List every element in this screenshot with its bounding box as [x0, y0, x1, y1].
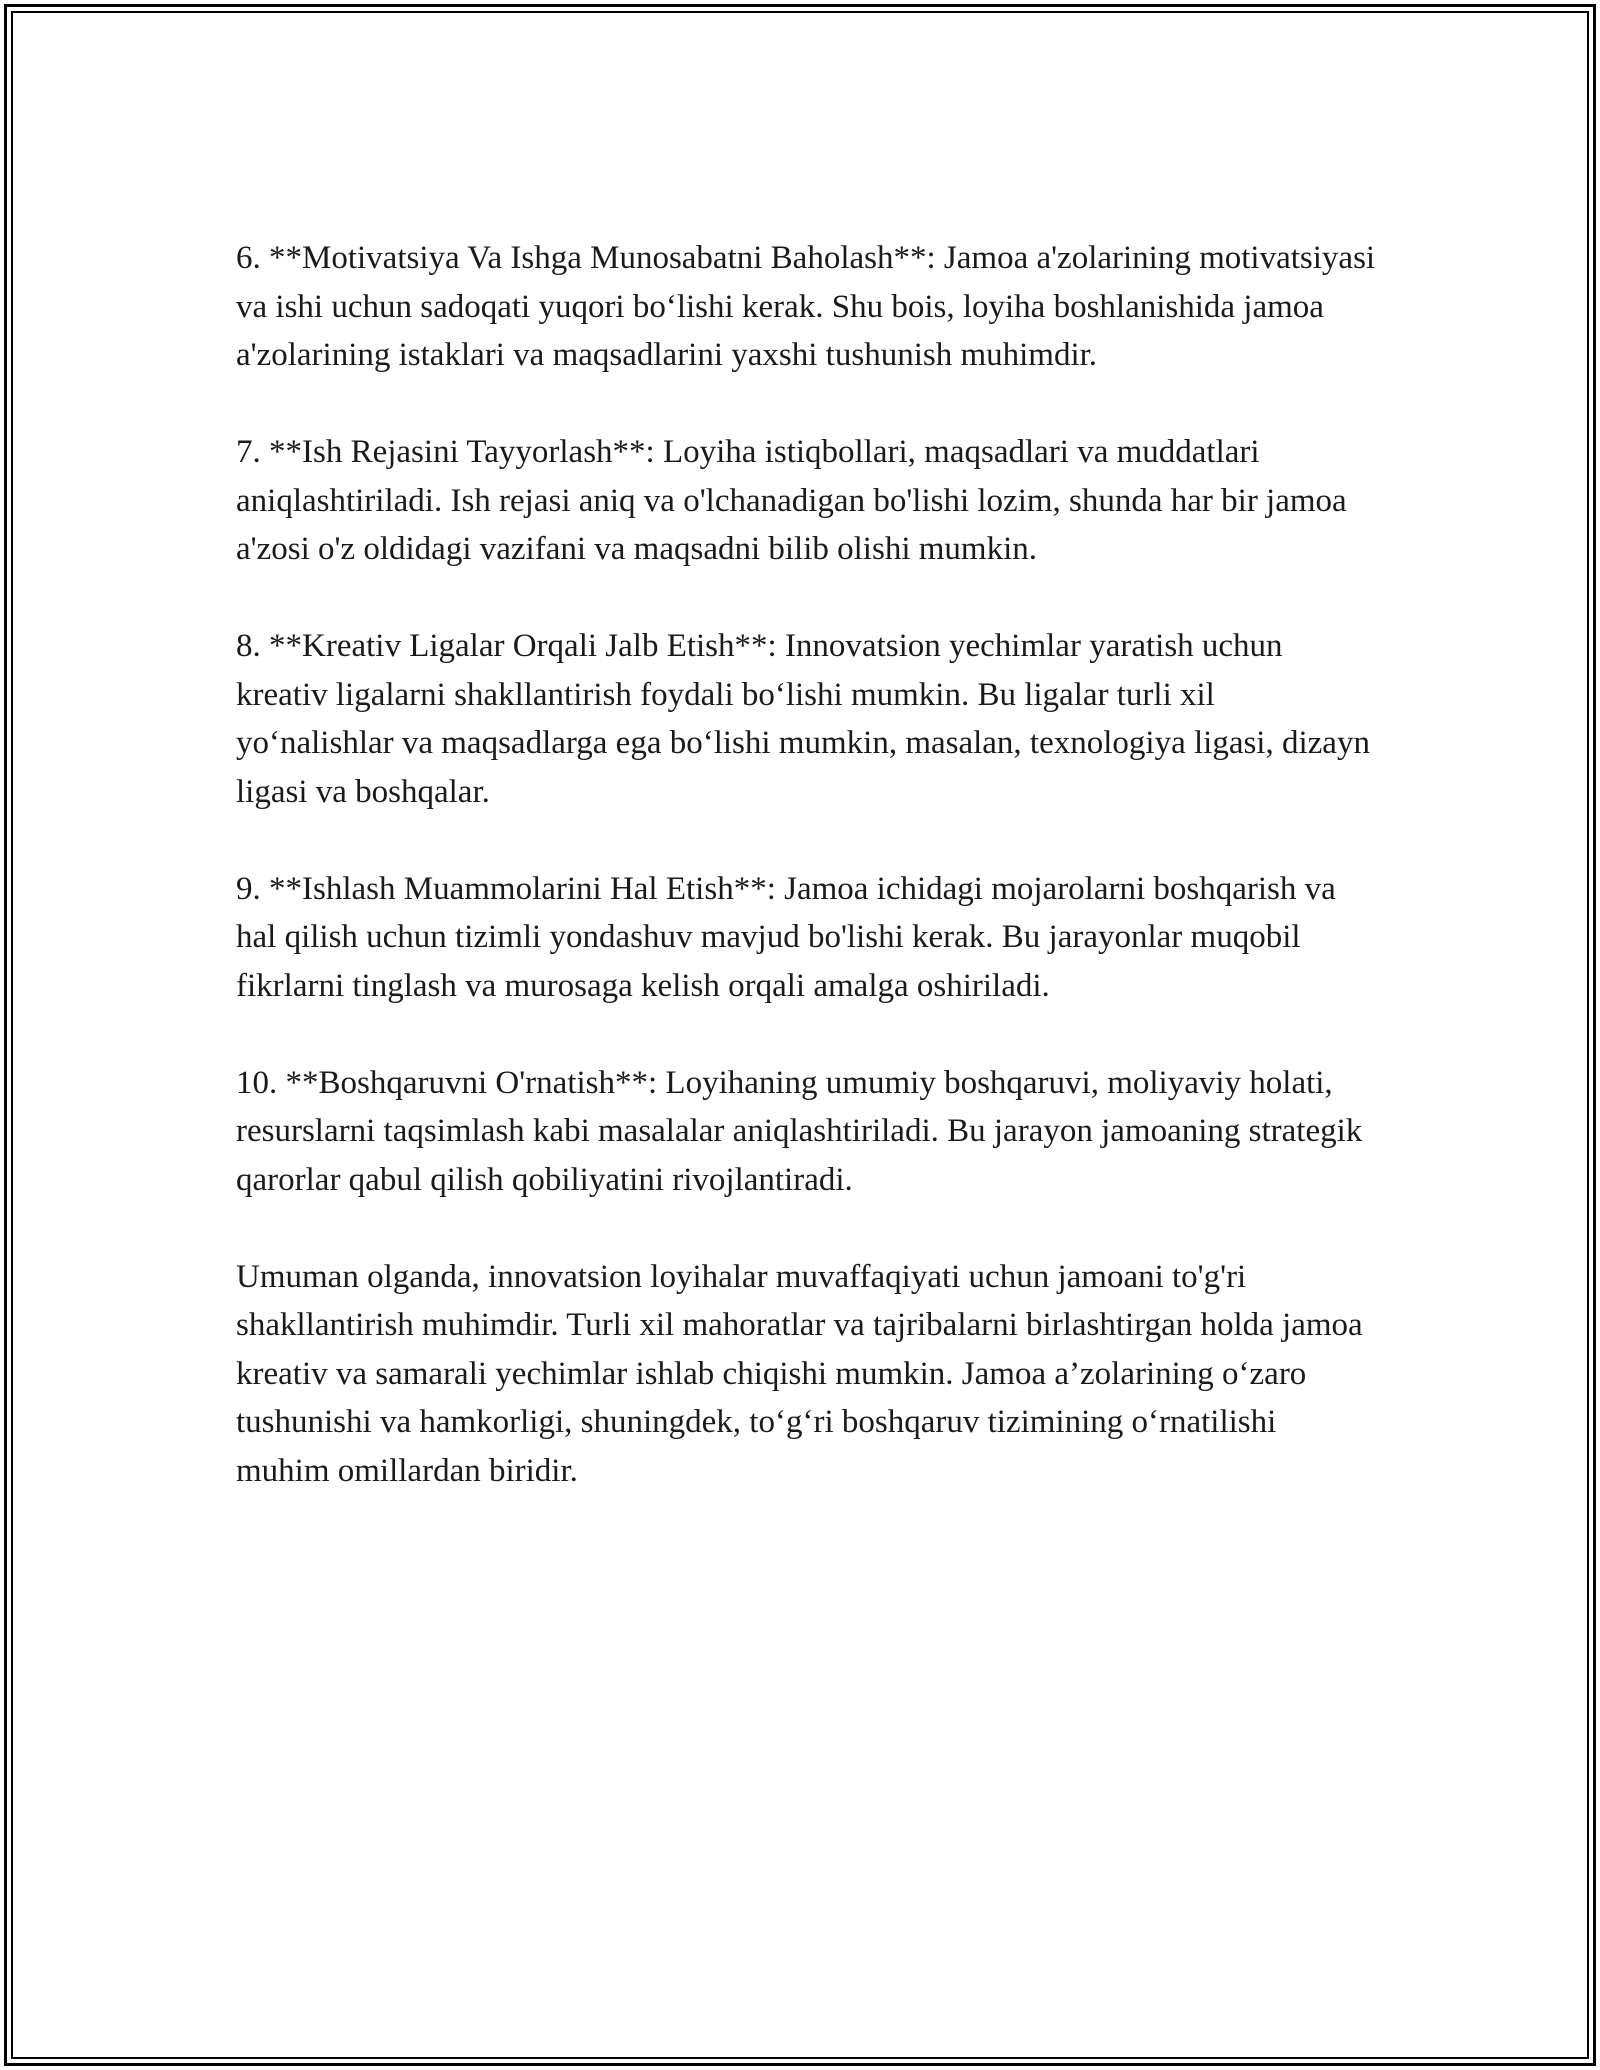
- paragraph-conclusion: Umuman olganda, innovatsion loyihalar muvaffaqiyati uchun jamoani to'g'ri shakllantirish muhimdir. Turli xil mahoratlar va tajribalarni birlashtirgan holda jamoa kreativ va samarali yechimlar ishlab chiqishi mumkin. Jamoa a’zolarining o‘zaro tushunishi va hamkorligi, shuningdek, to‘g‘ri boshqaruv tizimining o‘rnatilishi muhim omillardan biridir.: [236, 1258, 1363, 1489]
- paragraph-item-6: 6. **Motivatsiya Va Ishga Munosabatni Baholash**: Jamoa a'zolarining motivatsiyasi va ishi uchun sadoqati yuqori bo‘lishi kerak. Shu bois, loyiha boshlanishida jamoa a'zolarining istaklari va maqsadlarini yaxshi tushunish muhimdir.: [236, 240, 1376, 373]
- paragraph-item-8: 8. **Kreativ Ligalar Orqali Jalb Etish**: Innovatsion yechimlar yaratish uchun kreativ ligalarni shakllantirish foydali bo‘lishi mumkin. Bu ligalar turli xil yo‘nalishlar va maqsadlarga ega bo‘lishi mumkin, masalan, texnologiya ligasi, dizayn ligasi va boshqalar.: [236, 628, 1370, 810]
- paragraph-item-9: 9. **Ishlash Muammolarini Hal Etish**: Jamoa ichidagi mojarolarni boshqarish va hal qilish uchun tizimli yondashuv mavjud bo'lishi kerak. Bu jarayonlar muqobil fikrlarni tinglash va murosaga kelish orqali amalga oshiriladi.: [236, 870, 1336, 1004]
- paragraph-item-10: 10. **Boshqaruvni O'rnatish**: Loyihaning umumiy boshqaruvi, moliyaviy holati, resurslarni taqsimlash kabi masalalar aniqlashtiriladi. Bu jarayon jamoaning strategik qarorlar qabul qilish qobiliyatini rivojlantiradi.: [236, 1064, 1363, 1198]
- paragraph-item-7: 7. **Ish Rejasini Tayyorlash**: Loyiha istiqbollari, maqsadlari va muddatlari aniqlashtiriladi. Ish rejasi aniq va o'lchanadigan bo'lishi lozim, shunda har bir jamoa a'zosi o'z oldidagi vazifani va maqsadni bilib olishi mumkin.: [236, 434, 1347, 567]
- document-body: [236, 234, 1376, 1544]
